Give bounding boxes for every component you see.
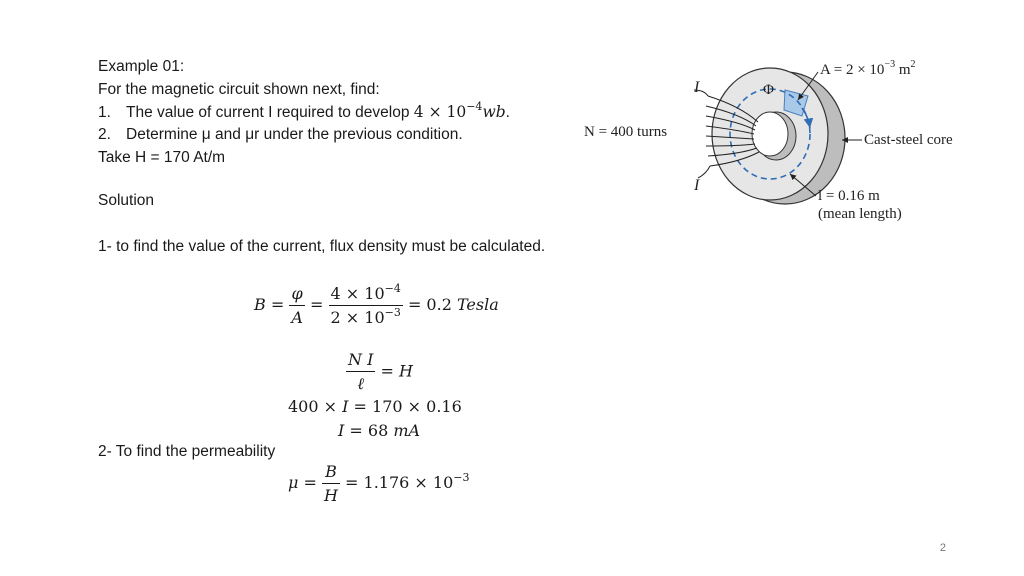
eq-lhs: B = (254, 295, 285, 314)
solution-heading: Solution (98, 192, 155, 209)
fraction-denominator: ℓ (357, 374, 365, 393)
fraction-b-over-h (322, 462, 340, 505)
fraction-denominator: 2 × 10 (330, 308, 385, 327)
page-number: 2 (939, 542, 946, 554)
solution-step-2: 2- To find the permeability (98, 443, 276, 460)
current-label-bottom: I (694, 177, 700, 194)
eq-unit: mA (393, 421, 421, 440)
equation-permeability (288, 462, 470, 505)
core-hole (752, 112, 788, 156)
flux-symbol: Φ (763, 82, 774, 98)
eq-rhs: = H (380, 361, 413, 381)
eq-lhs: 400 × (288, 397, 338, 416)
given-condition: Take H = 170 At/m (98, 149, 226, 166)
length-label: l = 0.16 m (818, 188, 880, 204)
fraction-values (329, 284, 403, 327)
flux-unit: wb (482, 103, 506, 121)
eq-rhs: = 170 × 0.16 (353, 397, 462, 416)
flux-exponent: −4 (466, 100, 483, 113)
fraction-numerator: B (322, 462, 340, 484)
list-item-text: Determine μ and μr under the previous condition. (126, 126, 463, 143)
fraction-numerator: N I (346, 350, 375, 372)
example-intro: For the magnetic circuit shown next, find: (98, 81, 380, 98)
equation-current-result (338, 421, 420, 440)
eq-current-symbol: I (338, 421, 345, 440)
flux-value: 4 × 10 (413, 103, 467, 121)
fraction-numerator: 4 × 10 (330, 284, 385, 303)
list-item-number: 1. (98, 104, 111, 121)
eq-equals: = (303, 473, 317, 492)
solution-step-1: 1- to find the value of the current, flux density must be calculated. (98, 238, 546, 255)
denominator-exponent: −3 (384, 306, 401, 319)
eq-unit: Tesla (456, 295, 499, 314)
list-item-period: . (505, 104, 510, 121)
area-label: $A = 2 \times 10^{-3}$ $m^2$ (820, 59, 916, 78)
fraction-denominator: H (324, 486, 338, 505)
eq-result: = 0.2 (407, 295, 452, 314)
fraction-numerator: φ (289, 284, 305, 306)
fraction-denominator: A (291, 308, 303, 327)
current-label-top: I (694, 79, 700, 96)
list-item-number: 2. (98, 126, 111, 143)
list-item-text: The value of current I required to develop (126, 104, 414, 121)
fraction-phi-over-a (289, 284, 305, 327)
core-label: Cast-steel core (864, 132, 953, 148)
numerator-exponent: −4 (384, 282, 401, 295)
turns-label: N = 400 turns (584, 124, 668, 140)
eq-rhs: = 68 (349, 421, 389, 440)
eq-rhs: = 1.176 × 10 (345, 473, 454, 492)
eq-mu-symbol: μ (288, 473, 299, 492)
equation-flux-density (254, 284, 499, 327)
list-item (98, 100, 510, 122)
example-heading: Example 01: (98, 58, 185, 75)
magnetic-circuit-figure (580, 50, 980, 230)
eq-current-symbol: I (342, 397, 349, 416)
equation-substitution (288, 397, 462, 416)
eq-exponent: −3 (453, 471, 470, 484)
fraction-ni-over-l (346, 350, 375, 394)
length-note: (mean length) (818, 206, 902, 222)
list-item (98, 126, 463, 144)
toroid-core (712, 68, 845, 204)
eq-equals: = (310, 295, 324, 314)
equation-ampere-law (346, 350, 413, 394)
